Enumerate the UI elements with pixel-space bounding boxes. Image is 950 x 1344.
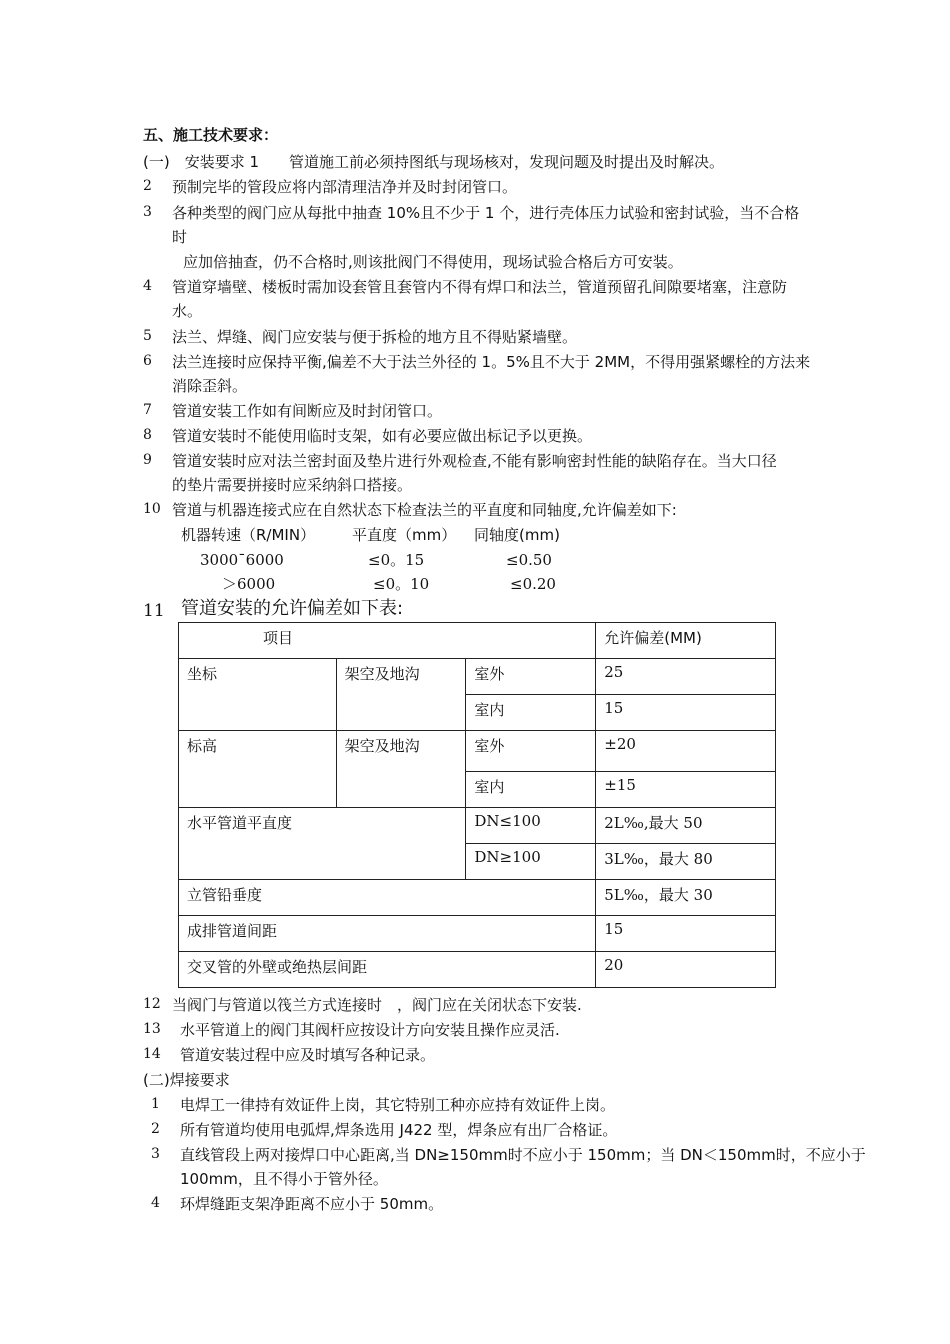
header-item: 项目 <box>179 623 596 659</box>
speed-row1-flat: ≤0。15 <box>368 551 425 569</box>
item-text: 管道穿墙壁、楼板时需加设套管且套管内不得有焊口和法兰，管道预留孔间隙要堵塞，注意防 <box>172 278 788 296</box>
item-number: 1 <box>151 1096 160 1112</box>
cell-elev-sub: 架空及地沟 <box>336 731 466 808</box>
item-text-cont: 消除歪斜。 <box>172 377 248 395</box>
item-text: 各种类型的阀门应从每批中抽查 10%且不少于 1 个，进行壳体压力试验和密封试验，当不合格 <box>172 204 800 222</box>
cell-elev-outdoor-val: ±20 <box>596 731 776 772</box>
item-text: 所有管道均使用电弧焊,焊条选用 J422 型，焊条应有出厂合格证。 <box>180 1121 618 1139</box>
item-text-cont: 时 <box>172 228 188 246</box>
item-number: 3 <box>143 204 152 220</box>
cell-elev-indoor: 室内 <box>466 772 596 808</box>
item-number: 6 <box>143 353 152 369</box>
speed-header-rpm: 机器转速（R/MIN） <box>181 526 316 544</box>
item-text: 法兰连接时应保持平衡,偏差不大于法兰外径的 1。5%且不大于 2MM，不得用强紧螺栓的方法来 <box>172 353 811 371</box>
cell-horiz-b: DN≥100 <box>466 844 596 880</box>
item-text: 电焊工一律持有效证件上岗，其它特别工种亦应持有效证件上岗。 <box>180 1096 616 1114</box>
item-text: 管道安装的允许偏差如下表: <box>181 598 404 619</box>
item-number: 13 <box>143 1021 161 1037</box>
table-row <box>179 880 776 916</box>
speed-row1-rpm: 3000¯6000 <box>200 551 284 569</box>
item-number: 10 <box>143 501 161 517</box>
item-text-cont: 的垫片需要拼接时应采纳斜口搭接。 <box>172 476 413 494</box>
cell-elev-indoor-val: ±15 <box>596 772 776 808</box>
cell-spacing-label: 成排管道间距 <box>179 916 596 952</box>
cell-coord-indoor: 室内 <box>466 695 596 731</box>
table-row <box>179 952 776 988</box>
speed-row2-rpm: ＞6000 <box>222 575 276 593</box>
item-number: 7 <box>143 402 152 418</box>
item-number: 11 <box>143 601 165 621</box>
cell-coord-outdoor: 室外 <box>466 659 596 695</box>
speed-header-flat: 平直度（mm） <box>352 526 457 544</box>
item-number: 12 <box>143 996 161 1012</box>
cell-elev-label: 标高 <box>179 731 337 808</box>
section1-intro: (一) 安装要求 1 管道施工前必须持图纸与现场核对，发现问题及时提出及时解决。 <box>143 153 725 171</box>
cell-cross-val: 20 <box>596 952 776 988</box>
item-text: 法兰、焊缝、阀门应安装与便于拆检的地方且不得贴紧墙壁。 <box>172 328 578 346</box>
cell-coord-outdoor-val: 25 <box>596 659 776 695</box>
tolerance-table <box>178 622 776 988</box>
cell-horiz-b-val: 3L‰，最大 80 <box>596 844 776 880</box>
item-text: 直线管段上两对接焊口中心距离,当 DN≥150mm时不应小于 150mm；当 DN＜150mm时，不应小于 <box>180 1146 866 1164</box>
table-row <box>179 808 776 844</box>
cell-coord-label: 坐标 <box>179 659 337 731</box>
item-number: 4 <box>151 1195 160 1211</box>
cell-vert-label: 立管铅垂度 <box>179 880 596 916</box>
cell-vert-val: 5L‰，最大 30 <box>596 880 776 916</box>
item-text: 管道安装时不能使用临时支架，如有必要应做出标记予以更换。 <box>172 427 593 445</box>
item-number: 4 <box>143 278 152 294</box>
item-number: 2 <box>151 1121 160 1137</box>
item-text: 管道与机器连接式应在自然状态下检查法兰的平直度和同轴度,允许偏差如下: <box>172 501 677 519</box>
cell-coord-sub: 架空及地沟 <box>336 659 466 731</box>
table-row <box>179 659 776 695</box>
item-text: 当阀门与管道以筏兰方式连接时 ，阀门应在关闭状态下安装. <box>172 996 582 1014</box>
speed-row1-coax: ≤0.50 <box>506 551 552 569</box>
table-row <box>179 623 776 659</box>
item-text: 环焊缝距支架净距离不应小于 50mm。 <box>180 1195 444 1213</box>
item-text: 水平管道上的阀门其阀杆应按设计方向安装且操作应灵活. <box>180 1021 560 1039</box>
item-text-cont: 100mm，且不得小于管外径。 <box>180 1170 388 1188</box>
item-number: 2 <box>143 178 152 194</box>
item-text-cont: 水。 <box>172 302 203 320</box>
cell-spacing-val: 15 <box>596 916 776 952</box>
cell-horiz-a: DN≤100 <box>466 808 596 844</box>
header-tolerance: 允许偏差(MM) <box>596 623 776 659</box>
item-text: 管道安装工作如有间断应及时封闭管口。 <box>172 402 443 420</box>
item-text: 应加倍抽查，仍不合格时,则该批阀门不得使用，现场试验合格后方可安装。 <box>183 253 683 271</box>
item-text: 管道安装过程中应及时填写各种记录。 <box>180 1046 436 1064</box>
cell-cross-label: 交叉管的外壁或绝热层间距 <box>179 952 596 988</box>
table-row <box>179 731 776 772</box>
table-row <box>179 916 776 952</box>
item-number: 5 <box>143 328 152 344</box>
item-text: 管道安装时应对法兰密封面及垫片进行外观检查,不能有影响密封性能的缺陷存在。当大口径 <box>172 452 777 470</box>
speed-header-coax: 同轴度(mm) <box>474 526 560 544</box>
item-number: 3 <box>151 1146 160 1162</box>
item-number: 14 <box>143 1046 161 1062</box>
section2-heading: (二)焊接要求 <box>143 1071 230 1089</box>
cell-horiz-label: 水平管道平直度 <box>179 808 466 880</box>
item-number: 8 <box>143 427 152 443</box>
section-heading: 五、施工技术要求： <box>143 126 279 144</box>
item-text: 预制完毕的管段应将内部清理洁净并及时封闭管口。 <box>172 178 518 196</box>
cell-coord-indoor-val: 15 <box>596 695 776 731</box>
cell-horiz-a-val: 2L‰,最大 50 <box>596 808 776 844</box>
cell-elev-outdoor: 室外 <box>466 731 596 772</box>
item-number: 9 <box>143 452 152 468</box>
speed-row2-flat: ≤0。10 <box>373 575 430 593</box>
speed-row2-coax: ≤0.20 <box>510 575 556 593</box>
